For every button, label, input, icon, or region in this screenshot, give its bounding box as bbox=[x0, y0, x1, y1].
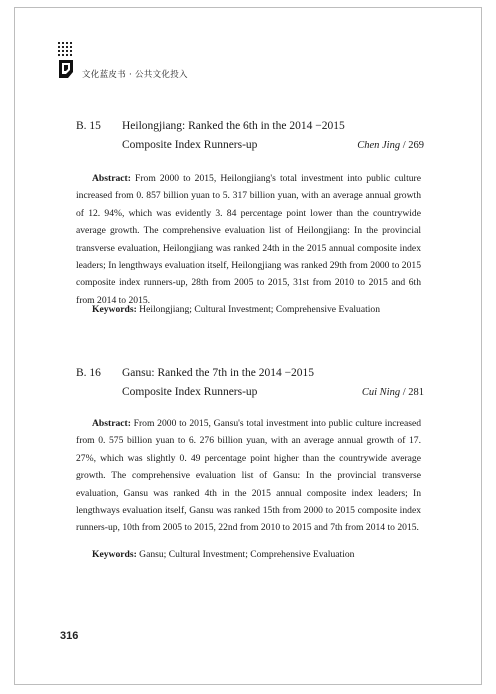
abstract-paragraph bbox=[76, 415, 421, 537]
abstract-paragraph bbox=[76, 170, 421, 309]
keywords-label: Keywords: bbox=[92, 304, 137, 315]
author-name: Cui Ning bbox=[361, 387, 401, 398]
keywords-text: Gansu; Cultural Investment; Comprehensive Evaluation bbox=[136, 549, 355, 560]
keywords-text: Heilongjiang; Cultural Investment; Comprehensive Evaluation bbox=[136, 304, 381, 315]
entry-page-ref: / 281 bbox=[402, 387, 424, 398]
entry-title-line2: Composite Index Runners-up bbox=[122, 386, 258, 398]
entry-title-line1: Gansu: Ranked the 7th in the 2014 −2015 bbox=[122, 367, 315, 379]
abstract-label: Abstract: bbox=[92, 173, 131, 184]
page-frame bbox=[14, 7, 482, 685]
keywords-line bbox=[92, 547, 354, 563]
author-name: Chen Jing bbox=[357, 140, 401, 151]
keywords-line bbox=[92, 302, 380, 318]
abstract-text: From 2000 to 2015, Gansu's total investment into public culture increased from 0. 575 billion yuan to 6. 276 billion yuan, with an average annual growth of 17. 27%, which was slightly 0. 49 percentage point higher than the countrywide average growth. The comprehensive evaluation list of Gansu: In the provincial transverse evaluation, Gansu was ranked 4th in the 2015 annual composite index leaders; In lengthways evaluation itself, Gansu was ranked 15th from 2000 to 2015 composite index runners-up, 10th from 2005 to 2015, 22nd from 2010 to 2015 and 7th from 2014 to 2015. bbox=[76, 418, 421, 534]
series-name: 文化蓝皮书 · 公共文化投入 bbox=[82, 70, 188, 80]
abstract-label: Abstract: bbox=[92, 418, 131, 429]
keywords-label: Keywords: bbox=[92, 549, 137, 560]
entry-author bbox=[357, 137, 424, 154]
book-logo-icon bbox=[58, 42, 80, 82]
entry-author bbox=[362, 384, 424, 401]
entry-title-line1: Heilongjiang: Ranked the 6th in the 2014 −2015 bbox=[122, 120, 345, 132]
abstract-text: From 2000 to 2015, Heilongjiang's total investment into public culture increased from 0. 857 billion yuan to 5. 317 billion yuan, with an average annual growth of 12. 94%, which was evidently 3. 84 percentage point lower than the countrywide average growth. The comprehensive evaluation list of Heilongjiang: In the provincial transverse evaluation, Heilongjiang was ranked 24th in the 2015 annual composite index leaders; In lengthways evaluation itself, Heilongjiang was ranked 29th from 2000 to 2015 composite index runners-up, 28th from 2005 to 2015, 31st from 2010 to 2015 and 6th from 2014 to 2015. bbox=[76, 173, 421, 306]
page-number: 316 bbox=[60, 630, 79, 642]
entry-number: B. 16 bbox=[76, 367, 101, 379]
entry-page-ref: / 269 bbox=[402, 140, 424, 151]
entry-title-line2: Composite Index Runners-up bbox=[122, 139, 258, 151]
entry-number: B. 15 bbox=[76, 120, 101, 132]
